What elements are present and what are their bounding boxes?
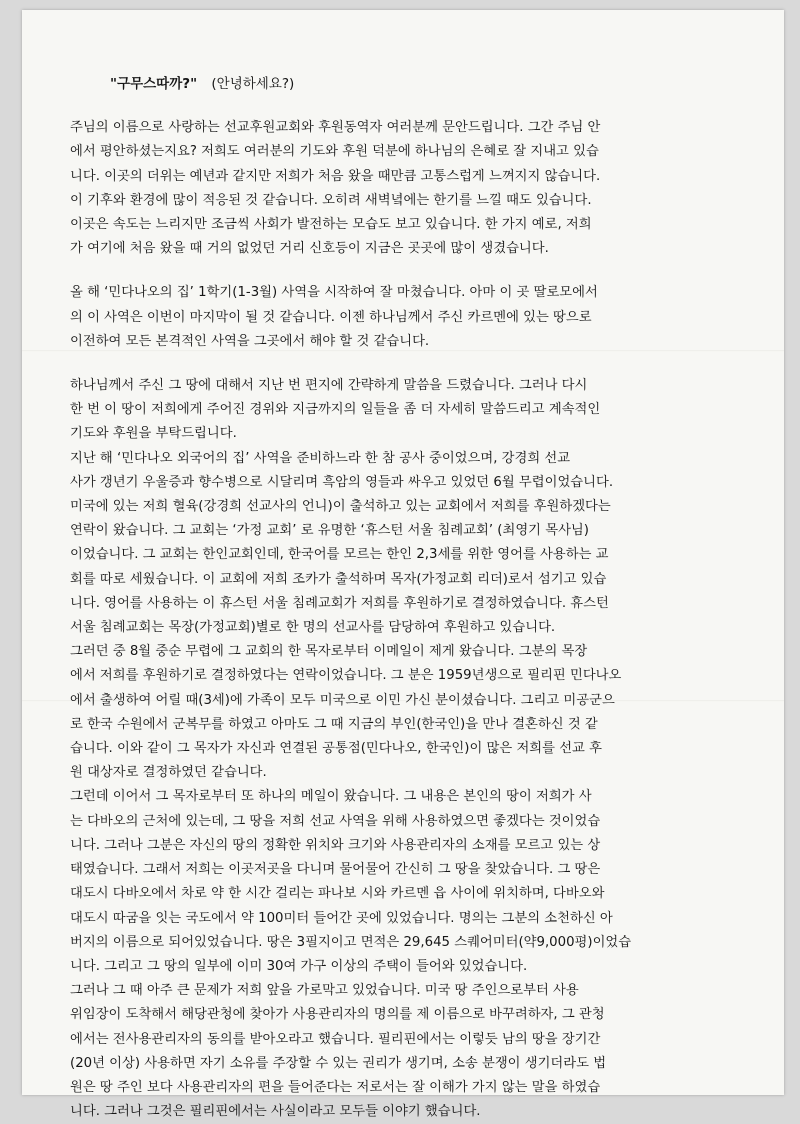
text-line: 니다. 영어를 사용하는 이 휴스턴 서울 침례교회가 저희를 후원하기로 결정하였습니다. 휴스턴 bbox=[70, 595, 609, 611]
text-line: 회를 따로 세웠습니다. 이 교회에 저희 조카가 출석하며 목자(가정교회 리더)로서 섬기고 있습 bbox=[70, 571, 607, 587]
greeting-quote: "구무스따까?" bbox=[110, 76, 198, 92]
text-line: 로 한국 수원에서 군복무를 하였고 아마도 그 때 지금의 부인(한국인)을 만나 결혼하신 것 같 bbox=[70, 716, 598, 732]
text-line: 니다. 그리고 그 땅의 일부에 이미 30여 가구 이상의 주택이 들어와 있었습니다. bbox=[70, 958, 528, 974]
text-line: 이 기후와 환경에 많이 적응된 것 같습니다. 오히려 새벽녘에는 한기를 느낄 때도 있습니다. bbox=[70, 192, 592, 208]
paragraph-problem bbox=[70, 979, 760, 1124]
text-line: 원 대상자로 결정하였던 같습니다. bbox=[70, 765, 267, 781]
text-line: 그러나 그 때 아주 큰 문제가 저희 앞을 가로막고 있었습니다. 미국 땅 주인으로부터 사용 bbox=[70, 983, 579, 999]
text-line: 에서 저희를 후원하기로 결정하였다는 연락이었습니다. 그 분은 1959년생으로 필리핀 민다나오 bbox=[70, 668, 622, 684]
text-line: 서울 침례교회는 목장(가정교회)별로 한 명의 선교사를 담당하여 후원하고 있습니다. bbox=[70, 620, 556, 636]
text-line: 에서 출생하여 어릴 때(3세)에 가족이 모두 미국으로 이민 가신 분이셨습니다. 그리고 미공군으 bbox=[70, 692, 615, 708]
text-line: 한 번 이 땅이 저희에게 주어진 경위와 지금까지의 일들을 좀 더 자세히 말씀드리고 계속적인 bbox=[70, 402, 601, 418]
text-line: 하나님께서 주신 그 땅에 대해서 지난 번 편지에 간략하게 말씀을 드렸습니다. 그러나 다시 bbox=[70, 378, 588, 394]
text-line: 습니다. 이와 같이 그 목자가 자신과 연결된 공통점(민다나오, 한국인)이 많은 저희를 선교 후 bbox=[70, 741, 602, 757]
text-line: 기도와 후원을 부탁드립니다. bbox=[70, 426, 237, 442]
text-line: (20년 이상) 사용하면 자기 소유를 주장할 수 있는 권리가 생기며, 소송 분쟁이 생기더라도 법 bbox=[70, 1055, 607, 1071]
text-line: 이곳은 속도는 느리지만 조금씩 사회가 발전하는 모습도 보고 있습니다. 한 가지 예로, 저희 bbox=[70, 217, 592, 233]
greeting-line bbox=[110, 72, 760, 96]
text-line: 의 이 사역은 이번이 마지막이 될 것 같습니다. 이젠 하나님께서 주신 카르멘에 있는 땅으로 bbox=[70, 309, 592, 325]
text-line: 원은 땅 주인 보다 사용관리자의 편을 들어준다는 저로서는 잘 이해가 가지 않는 말을 하였습 bbox=[70, 1079, 601, 1095]
paragraph-land-intro bbox=[70, 374, 760, 447]
paragraph-semester bbox=[70, 281, 760, 354]
letter-page bbox=[22, 10, 784, 1120]
text-line: 대도시 따굼을 잇는 국도에서 약 100미터 들어간 곳에 있었습니다. 명의는 그분의 소천하신 아 bbox=[70, 910, 613, 926]
paragraph-shepherd-email bbox=[70, 640, 760, 785]
text-line: 이전하여 모든 본격적인 사역을 그곳에서 해야 할 것 같습니다. bbox=[70, 333, 430, 349]
paragraph-land-details bbox=[70, 785, 760, 979]
text-line: 에서는 전사용관리자의 동의를 받아오라고 했습니다. 필리핀에서는 이렇듯 남의 땅을 장기간 bbox=[70, 1031, 601, 1047]
text-line: 지난 해 ‘민다나오 외국어의 집’ 사역을 준비하느라 한 참 공사 중이었으며, 강경희 선교 bbox=[70, 450, 571, 466]
text-line: 그러던 중 8월 중순 무렵에 그 교회의 한 목자로부터 이메일이 제게 왔습니다. 그분의 목장 bbox=[70, 644, 588, 660]
greeting-translation: (안녕하세요?) bbox=[211, 76, 295, 92]
paragraph-church-support bbox=[70, 447, 760, 641]
text-line: 버지의 이름으로 되어있었습니다. 땅은 3필지이고 면적은 29,645 스퀘어미터(약9,000평)이었습 bbox=[70, 934, 632, 950]
text-line: 니다. 그러나 그분은 자신의 땅의 정확한 위치와 크기와 사용관리자의 소재를 모르고 있는 상 bbox=[70, 837, 601, 853]
text-line: 미국에 있는 저희 혈육(강경희 선교사의 언니)이 출석하고 있는 교회에서 저희를 후원하겠다는 bbox=[70, 499, 611, 515]
text-line: 주님의 이름으로 사랑하는 선교후원교회와 후원동역자 여러분께 문안드립니다. 그간 주님 안 bbox=[70, 120, 601, 136]
text-line: 에서 평안하셨는지요? 저희도 여러분의 기도와 후원 덕분에 하나님의 은혜로 잘 지내고 있습 bbox=[70, 144, 599, 160]
text-line: 올 해 ‘민다나오의 집’ 1학기(1-3월) 사역을 시작하여 잘 마쳤습니다. 아마 이 곳 딸로모에서 bbox=[70, 285, 598, 301]
text-line: 태였습니다. 그래서 저희는 이곳저곳을 다니며 물어물어 간신히 그 땅을 찾았습니다. 그 땅은 bbox=[70, 862, 601, 878]
text-line: 는 다바오의 근처에 있는데, 그 땅을 저희 선교 사역을 위해 사용하였으면 좋겠다는 것이었습 bbox=[70, 813, 601, 829]
text-line: 가 여기에 처음 왔을 때 거의 없었던 거리 신호등이 지금은 곳곳에 많이 생겼습니다. bbox=[70, 241, 549, 257]
text-line: 위임장이 도착해서 해당관청에 찾아가 사용관리자의 명의를 제 이름으로 바꾸려하자, 그 관청 bbox=[70, 1007, 605, 1023]
text-line: 사가 갱년기 우울증과 향수병으로 시달리며 흑암의 영들과 싸우고 있었던 6월 무렵이었습니다. bbox=[70, 474, 614, 490]
text-line: 니다. 그러나 그것은 필리핀에서는 사실이라고 모두들 이야기 했습니다. bbox=[70, 1104, 481, 1120]
text-line: 대도시 다바오에서 차로 약 한 시간 걸리는 파나보 시와 카르멘 읍 사이에 위치하며, 다바오와 bbox=[70, 886, 605, 902]
text-line: 그런데 이어서 그 목자로부터 또 하나의 메일이 왔습니다. 그 내용은 본인의 땅이 저희가 사 bbox=[70, 789, 592, 805]
text-line: 연락이 왔습니다. 그 교회는 ‘가정 교회’ 로 유명한 ‘휴스턴 서울 침례교회’ (최영기 목사님) bbox=[70, 523, 589, 539]
letter-body bbox=[70, 72, 760, 1124]
text-line: 니다. 이곳의 더위는 예년과 같지만 저희가 처음 왔을 때만큼 고통스럽게 느껴지지 않습니다. bbox=[70, 168, 601, 184]
text-line: 이었습니다. 그 교회는 한인교회인데, 한국어를 모르는 한인 2,3세를 위한 영어를 사용하는 교 bbox=[70, 547, 609, 563]
paragraph-intro bbox=[70, 116, 760, 261]
